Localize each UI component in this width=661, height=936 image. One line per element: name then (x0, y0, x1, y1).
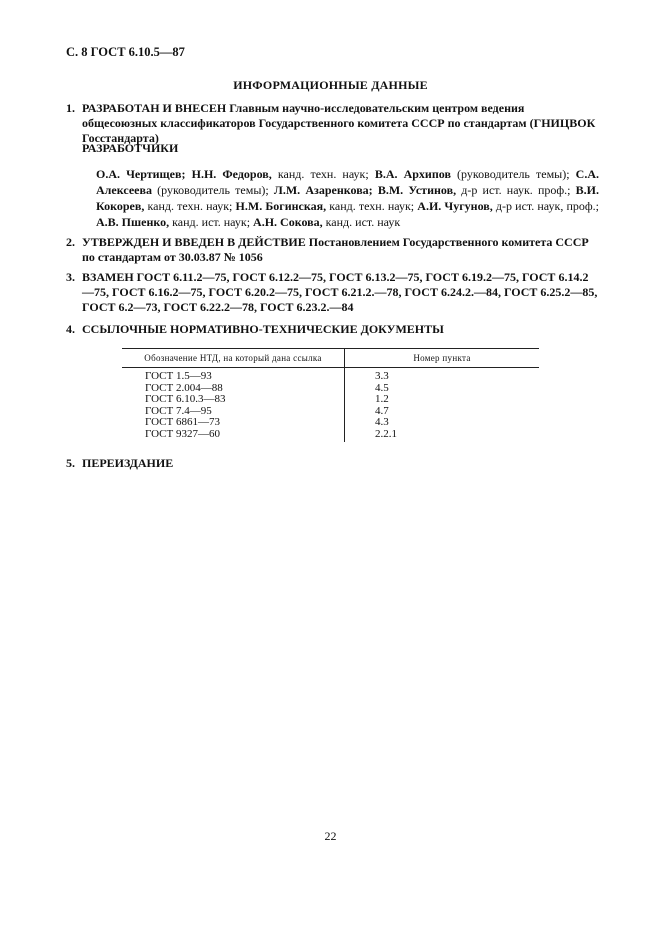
cell-designation: ГОСТ 9327—60 (122, 429, 345, 443)
table-row (122, 394, 539, 406)
cell-designation: ГОСТ 7.4—95 (122, 406, 345, 418)
section-number: 2. (66, 235, 75, 249)
table-row (122, 368, 539, 383)
developer-name: Н.М. Богинская, (235, 199, 327, 213)
section-number: 4. (66, 322, 75, 336)
section-text: ССЫЛОЧНЫЕ НОРМАТИВНО-ТЕХНИЧЕСКИЕ ДОКУМЕНТЫ (82, 322, 444, 336)
developer-name: В.М. Устинов, (377, 183, 457, 197)
section-number: 3. (66, 270, 75, 284)
cell-designation: ГОСТ 6861—73 (122, 417, 345, 429)
developer-name: Л.М. Азаренкова; (273, 183, 373, 197)
developer-name: А.В. Пшенко, (96, 215, 170, 229)
cell-item-number: 3.3 (375, 370, 389, 382)
section-text (82, 101, 600, 146)
section-text: ВЗАМЕН ГОСТ 6.11.2—75, ГОСТ 6.12.2—75, ГОСТ 6.13.2—75, ГОСТ 6.19.2—75, ГОСТ 6.14.2—75, ГОСТ 6.16.2—75, ГОСТ 6.20.2—75, ГОСТ 6.21.2.—78, ГОСТ 6.24.2.—84, ГОСТ 6.25.2—85, ГОСТ 6.2—73, ГОСТ 6.22.2—78, ГОСТ 6.23.2.—84 (82, 270, 598, 314)
developer-name: В.А. Архипов (374, 167, 451, 181)
column-header-designation: Обозначение НТД, на который дана ссылка (122, 349, 345, 368)
developer-name: О.А. Чертищев; (96, 167, 186, 181)
developer-name: Н.Н. Федоров, (191, 167, 272, 181)
cell-item-number: 2.2.1 (375, 427, 397, 440)
section-lead: РАЗРАБОТАН И ВНЕСЕН (82, 101, 227, 115)
section-body: Главным научно-исследовательским центром ведения общесоюзных классификаторов Государственного комитета СССР по стандартам (ГНИЦВОК Госстандарта) (82, 101, 596, 145)
section-1 (66, 101, 600, 146)
developer-name: С.А. Алексеева (96, 167, 600, 197)
developer-name: В.И. Кокорев, (96, 183, 599, 213)
cell-item-number: 4.5 (375, 381, 389, 394)
section-number: 5. (66, 456, 75, 470)
section-4 (66, 322, 600, 337)
column-header-item-number: Номер пункта (345, 349, 540, 368)
page-header: С. 8 ГОСТ 6.10.5—87 (66, 45, 185, 59)
developer-name: А.Н. Сокова, (253, 215, 323, 229)
section-text: ПЕРЕИЗДАНИЕ (82, 456, 174, 470)
table-row (122, 417, 539, 429)
cell-item-number: 4.7 (375, 404, 389, 417)
cell-designation: ГОСТ 6.10.3—83 (122, 394, 345, 406)
cell-item-number: 1.2 (375, 393, 389, 405)
cell-item-number: 4.3 (375, 416, 389, 428)
table-header-row (122, 349, 539, 368)
table-row (122, 429, 539, 443)
developers-list: О.А. Чертищев; Н.Н. Федоров, канд. техн. наук; В.А. Архипов (руководитель темы); С.А. Алексеева (руководитель темы); Л.М. Азаренкова; В.М. Устинов, д-р ист. наук. проф.; В.И. Кокорев, канд. техн. наук; Н.М. Богинская, канд. техн. наук; А.И. Чугунов, д-р ист. наук, проф.; А.В. Пшенко, канд. ист. наук; А.Н. Сокова, канд. ист. наук (96, 167, 600, 229)
document-title: ИНФОРМАЦИОННЫЕ ДАННЫЕ (233, 78, 428, 92)
page-number: 22 (324, 829, 337, 843)
ntd-table (122, 348, 539, 442)
section-3 (66, 270, 600, 315)
cell-designation: ГОСТ 2.004—88 (122, 383, 345, 395)
section-number: 1. (66, 101, 75, 115)
section-text: УТВЕРЖДЕН И ВВЕДЕН В ДЕЙСТВИЕ Постановлением Государственного комитета СССР по стандартам от 30.03.87 № 1056 (82, 235, 589, 264)
section-5 (66, 456, 600, 471)
developers-heading: РАЗРАБОТЧИКИ (82, 141, 179, 155)
cell-designation: ГОСТ 1.5—93 (122, 368, 345, 383)
developer-name: А.И. Чугунов, (417, 199, 493, 213)
section-2 (66, 235, 600, 265)
